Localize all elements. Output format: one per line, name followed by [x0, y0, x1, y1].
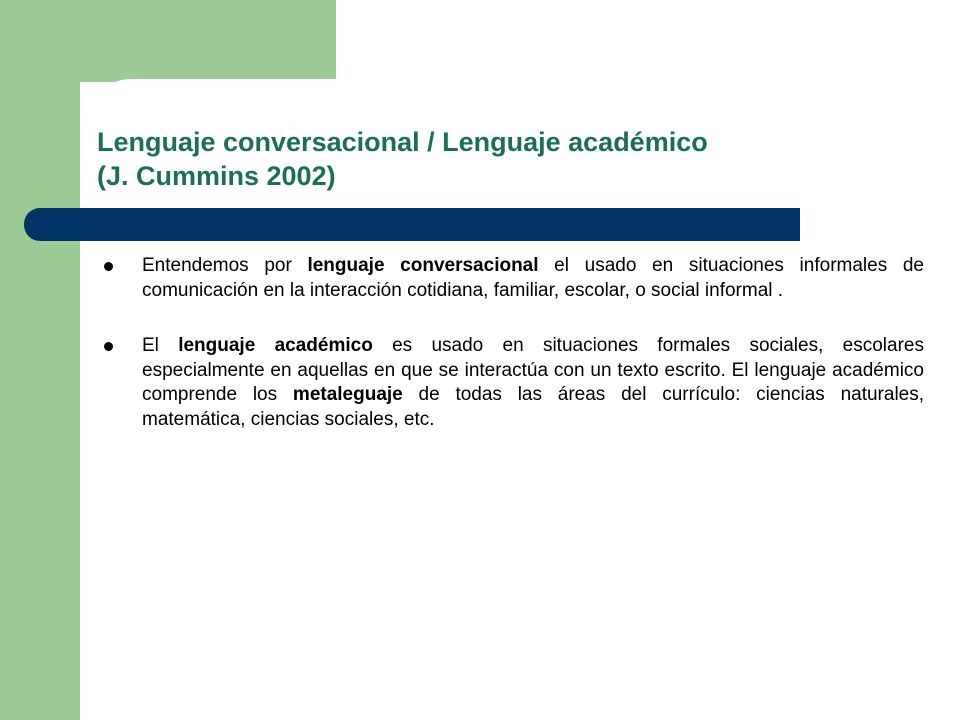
bullet-text: es usado en situaciones formales sociales, escolares especialmente en aquellas en que se interactúa con un texto escrito. El lenguaje académico comprende los	[142, 335, 924, 405]
bullet-dot-icon	[104, 262, 113, 271]
bullet-text: El	[142, 335, 179, 356]
bullet-dot-icon	[104, 342, 113, 351]
title-line-1: Lenguaje conversacional / Lenguaje académico	[97, 127, 708, 157]
bold-term: lenguaje académico	[178, 335, 373, 356]
bullet-text: el usado en situaciones informales de comunicación en la interacción cotidiana, familiar, escolar, o social informal .	[142, 255, 924, 301]
slide-title	[97, 125, 917, 193]
bullet-item-academic	[102, 334, 924, 432]
bullet-item-conversational	[102, 254, 924, 303]
bullet-list	[102, 254, 924, 463]
bullet-text: de todas las áreas del currículo: ciencias naturales, matemática, ciencias sociales, etc.	[142, 384, 925, 430]
bold-term: metaleguaje	[292, 384, 403, 405]
bold-term: lenguaje conversacional	[307, 255, 539, 276]
bullet-text: Entendemos por	[142, 255, 308, 276]
green-side-band	[0, 0, 80, 720]
title-divider-bar	[24, 208, 800, 241]
title-line-2: (J. Cummins 2002)	[97, 161, 336, 191]
